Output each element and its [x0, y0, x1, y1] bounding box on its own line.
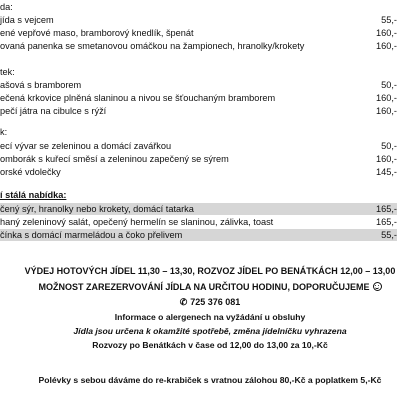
- permanent-offer-header: í stálá nabídka:: [0, 190, 67, 200]
- menu-item: [0, 166, 397, 178]
- menu-item-price: 160,-: [376, 93, 397, 103]
- delivery-info: Rozvozy po Benátkách v čase od 12,00 do 13,00 za 10,-Kč: [92, 340, 328, 350]
- menu-item-price: 55,-: [381, 15, 397, 25]
- serving-hours: VÝDEJ HOTOVÝCH JÍDEL 11,30 – 13,30, ROZVOZ JÍDEL PO BENÁTKÁCH 12,00 – 13,00: [24, 266, 396, 276]
- permanent-item: [0, 203, 397, 215]
- menu-item-name: ené vepřové maso, bramborový knedlík, špenát: [0, 28, 194, 38]
- menu-item: [0, 105, 397, 117]
- menu-item: [0, 40, 397, 52]
- menu-item-price: 165,-: [376, 204, 397, 214]
- menu-item-name: omborák s kuřecí směsí a zeleninou zapečený se sýrem: [0, 154, 229, 164]
- menu-item-name: čínka s domácí marmeládou a čoko přelivem: [0, 230, 183, 240]
- section-header: k:: [0, 127, 8, 137]
- menu-item-name: ečená krkovice plněná slaninou a nivou se šťouchaným bramborem: [0, 93, 276, 103]
- permanent-item: [0, 229, 397, 241]
- menu-item-price: 55,-: [381, 230, 397, 240]
- phone-number: 725 376 081: [190, 297, 241, 307]
- menu-item-name: jída s vejcem: [0, 15, 54, 25]
- section-header: da:: [0, 2, 13, 12]
- menu-item-name: ašová s bramborem: [0, 80, 82, 90]
- soup-takeaway-info: Polévky s sebou dáváme do re-krabiček s vratnou zálohou 80,-Kč a poplatkem 5,-Kč: [38, 375, 382, 385]
- menu-item-price: 50,-: [381, 141, 397, 151]
- phone-icon: ✆: [179, 297, 188, 307]
- menu-item-price: 160,-: [376, 41, 397, 51]
- menu-item: [0, 27, 397, 39]
- menu-item-name: haný zeleninový salát, opečený hermelín se slaninou, zálivka, toast: [0, 217, 274, 227]
- menu-item-price: 165,-: [376, 217, 397, 227]
- menu-item-name: ovaná panenka se smetanovou omáčkou na žampionech, hranolky/krokety: [0, 41, 305, 51]
- menu-item: [0, 14, 397, 26]
- menu-item-name: ecí vývar se zeleninou a domácí zavářkou: [0, 141, 172, 151]
- smiley-icon: [373, 282, 382, 291]
- section-header: tek:: [0, 67, 15, 77]
- menu-item-price: 50,-: [381, 80, 397, 90]
- menu-item-price: 160,-: [376, 28, 397, 38]
- reservation-text: MOŽNOST ZAREZERVOVÁNÍ JÍDLA NA URČITOU HODINU, DOPORUČUJEME: [38, 282, 370, 292]
- allergen-info: Informace o alergenech na vyžádání u obsluhy: [114, 312, 306, 322]
- menu-notice: Jídla jsou určena k okamžité spotřebě, změna jídelníčku vyhrazena: [73, 326, 347, 336]
- phone-line: [0, 296, 420, 308]
- reservation-note: [0, 281, 420, 293]
- menu-item-name: orské vdolečky: [0, 167, 61, 177]
- menu-item: [0, 153, 397, 165]
- menu-item-price: 160,-: [376, 154, 397, 164]
- menu-item: [0, 79, 397, 91]
- menu-item-name: pečí játra na cibulce s rýží: [0, 106, 107, 116]
- menu-item: [0, 92, 397, 104]
- menu-item-price: 160,-: [376, 106, 397, 116]
- menu-item-price: 145,-: [376, 167, 397, 177]
- permanent-item: [0, 216, 397, 228]
- menu-item: [0, 140, 397, 152]
- menu-item-name: čený sýr, hranolky nebo krokety, domácí tatarka: [0, 204, 194, 214]
